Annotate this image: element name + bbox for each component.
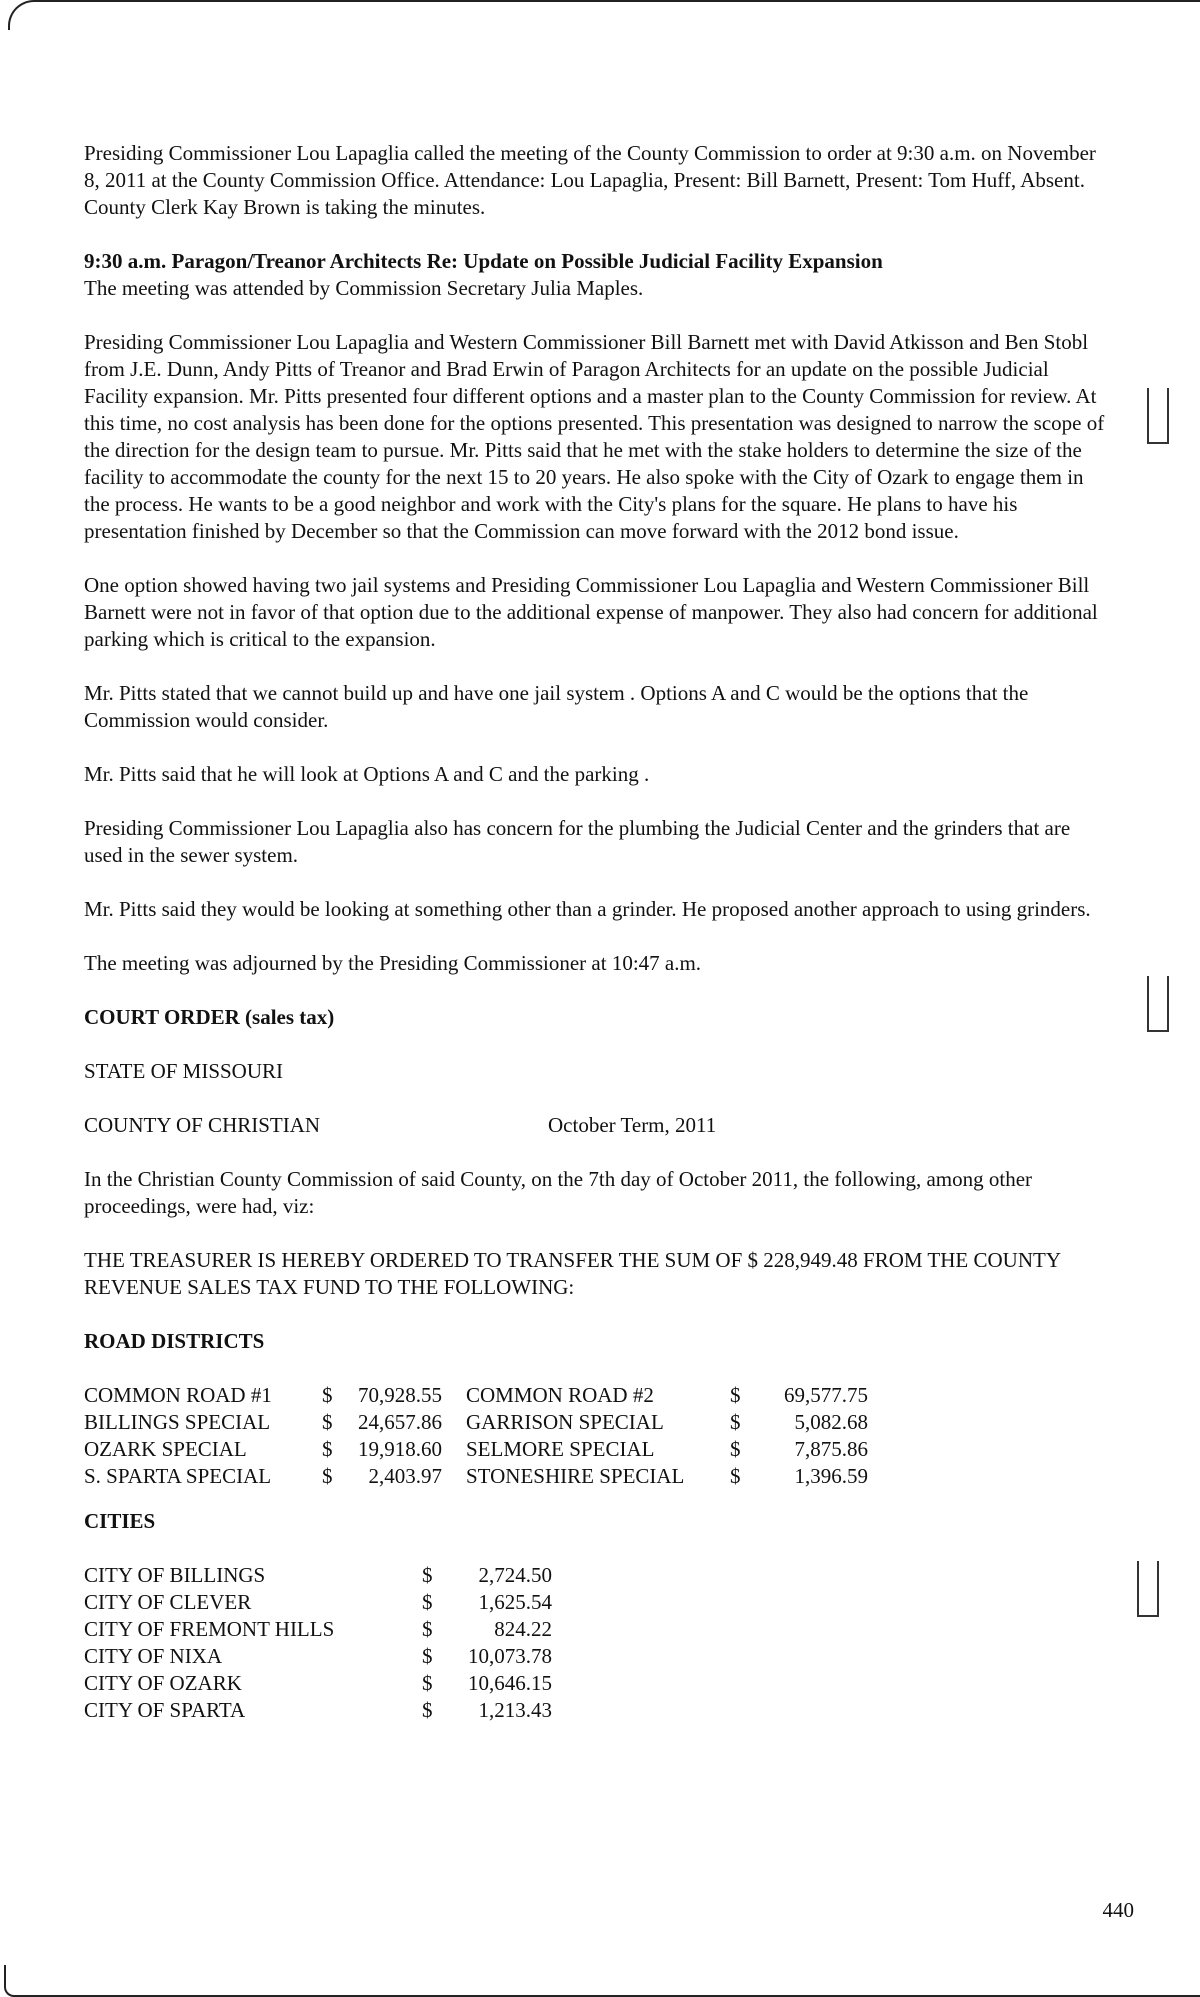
road-district-name: OZARK SPECIAL	[84, 1437, 247, 1461]
state-line: STATE OF MISSOURI	[84, 1059, 284, 1083]
page-border-top	[8, 0, 1200, 30]
currency-symbol: $	[322, 1410, 333, 1434]
city-name: CITY OF SPARTA	[84, 1698, 246, 1722]
table-row	[84, 1463, 868, 1490]
city-name: CITY OF OZARK	[84, 1671, 242, 1695]
road-district-amount: 19,918.60	[358, 1437, 442, 1461]
city-name: CITY OF FREMONT HILLS	[84, 1617, 335, 1641]
city-name: CITY OF NIXA	[84, 1644, 223, 1668]
page-border-bottom	[4, 1965, 1200, 1997]
table-row	[84, 1670, 552, 1697]
currency-symbol: $	[322, 1464, 333, 1488]
table-row	[84, 1382, 868, 1409]
road-district-amount: 2,403.97	[368, 1464, 442, 1488]
paragraph-jail-options: One option showed having two jail systems and Presiding Commissioner Lou Lapaglia and Western Commissioner Bill Barnett were not in favor of that option due to the additional expense of manpower. They also had concern for additional parking which is critical to the expansion.	[84, 573, 1098, 651]
road-district-amount: 24,657.86	[358, 1410, 442, 1434]
paragraph-grinders: Mr. Pitts said they would be looking at something other than a grinder. He proposed another approach to using grinders.	[84, 897, 1091, 921]
court-order-intro: In the Christian County Commission of said County, on the 7th day of October 2011, the following, among other proceedings, were had, viz:	[84, 1167, 1033, 1218]
road-districts-title: ROAD DISTRICTS	[84, 1329, 265, 1353]
currency-symbol: $	[730, 1383, 741, 1407]
city-amount: 824.22	[494, 1617, 552, 1641]
city-name: CITY OF CLEVER	[84, 1590, 252, 1614]
city-amount: 1,213.43	[478, 1698, 552, 1722]
currency-symbol: $	[422, 1671, 433, 1695]
currency-symbol: $	[730, 1464, 741, 1488]
currency-symbol: $	[322, 1437, 333, 1461]
road-district-name: BILLINGS SPECIAL	[84, 1410, 271, 1434]
table-row	[84, 1616, 552, 1643]
table-row	[84, 1562, 552, 1589]
road-district-name: COMMON ROAD #2	[466, 1383, 654, 1407]
cities-table	[84, 1562, 552, 1724]
currency-symbol: $	[422, 1590, 433, 1614]
currency-symbol: $	[422, 1617, 433, 1641]
paragraph-adjourned: The meeting was adjourned by the Presiding Commissioner at 10:47 a.m.	[84, 951, 702, 975]
currency-symbol: $	[322, 1383, 333, 1407]
city-amount: 10,073.78	[468, 1644, 552, 1668]
road-districts-table	[84, 1382, 868, 1490]
road-district-name: COMMON ROAD #1	[84, 1383, 272, 1407]
road-district-name: STONESHIRE SPECIAL	[466, 1464, 685, 1488]
court-order-transfer: THE TREASURER IS HEREBY ORDERED TO TRANSFER THE SUM OF $ 228,949.48 FROM THE COUNTY REVENUE SALES TAX FUND TO THE FOLLOWING:	[84, 1248, 1061, 1299]
paragraph-options-a-c: Mr. Pitts stated that we cannot build up and have one jail system . Options A and C would be the options that the Commission would consider.	[84, 681, 1029, 732]
page-number: 440	[1102, 1898, 1134, 1922]
county-term-line	[84, 1112, 1110, 1139]
road-district-name: S. SPARTA SPECIAL	[84, 1464, 272, 1488]
paragraph-meeting-summary: Presiding Commissioner Lou Lapaglia and Western Commissioner Bill Barnett met with David Atkisson and Ben Stobl from J.E. Dunn, Andy Pitts of Treanor and Brad Erwin of Paragon Architects for an update on the possible Judicial Facility expansion. Mr. Pitts presented four different options and a master plan to the County Commission for review. At this time, no cost analysis has been done for the options presented. This presentation was designed to narrow the scope of the direction for the design team to pursue. Mr. Pitts said that he met with the stake holders to determine the size of the facility to accommodate the county for the next 15 to 20 years. He also spoke with the City of Ozark to engage them in the process. He wants to be a good neighbor and work with the City's plans for the square. He plans to have his presentation finished by December so that the Commission can move forward with the 2012 bond issue.	[84, 330, 1105, 543]
road-district-amount: 5,082.68	[794, 1410, 868, 1434]
cities-title: CITIES	[84, 1509, 156, 1533]
margin-bracket-mark	[1137, 1561, 1159, 1617]
paragraph-parking: Mr. Pitts said that he will look at Options A and C and the parking .	[84, 762, 650, 786]
paragraph-plumbing: Presiding Commissioner Lou Lapaglia also has concern for the plumbing the Judicial Center and the grinders that are used in the sewer system.	[84, 816, 1071, 867]
term-label: October Term, 2011	[548, 1113, 717, 1137]
table-row	[84, 1589, 552, 1616]
paragraph-call-to-order: Presiding Commissioner Lou Lapaglia called the meeting of the County Commission to order at 9:30 a.m. on November 8, 2011 at the County Commission Office. Attendance: Lou Lapaglia, Present: Bill Barnett, Present: Tom Huff, Absent. County Clerk Kay Brown is taking the minutes.	[84, 141, 1096, 219]
road-district-amount: 7,875.86	[794, 1437, 868, 1461]
currency-symbol: $	[730, 1437, 741, 1461]
currency-symbol: $	[422, 1698, 433, 1722]
court-order-title: COURT ORDER (sales tax)	[84, 1005, 335, 1029]
road-district-amount: 69,577.75	[784, 1383, 868, 1407]
agenda-heading: 9:30 a.m. Paragon/Treanor Architects Re: Update on Possible Judicial Facility Expansion	[84, 249, 883, 273]
road-district-amount: 70,928.55	[358, 1383, 442, 1407]
city-amount: 2,724.50	[478, 1563, 552, 1587]
margin-bracket-mark	[1147, 388, 1169, 444]
road-district-amount: 1,396.59	[794, 1464, 868, 1488]
table-row	[84, 1436, 868, 1463]
city-amount: 1,625.54	[478, 1590, 552, 1614]
table-row	[84, 1697, 552, 1724]
road-district-name: GARRISON SPECIAL	[466, 1410, 664, 1434]
city-amount: 10,646.15	[468, 1671, 552, 1695]
road-district-name: SELMORE SPECIAL	[466, 1437, 655, 1461]
county-name: COUNTY OF CHRISTIAN	[84, 1113, 321, 1137]
currency-symbol: $	[422, 1563, 433, 1587]
currency-symbol: $	[730, 1410, 741, 1434]
city-name: CITY OF BILLINGS	[84, 1563, 266, 1587]
table-row	[84, 1409, 868, 1436]
currency-symbol: $	[422, 1644, 433, 1668]
margin-bracket-mark	[1147, 976, 1169, 1032]
paragraph-attendance: The meeting was attended by Commission Secretary Julia Maples.	[84, 276, 644, 300]
table-row	[84, 1643, 552, 1670]
document-body	[84, 140, 1110, 1724]
